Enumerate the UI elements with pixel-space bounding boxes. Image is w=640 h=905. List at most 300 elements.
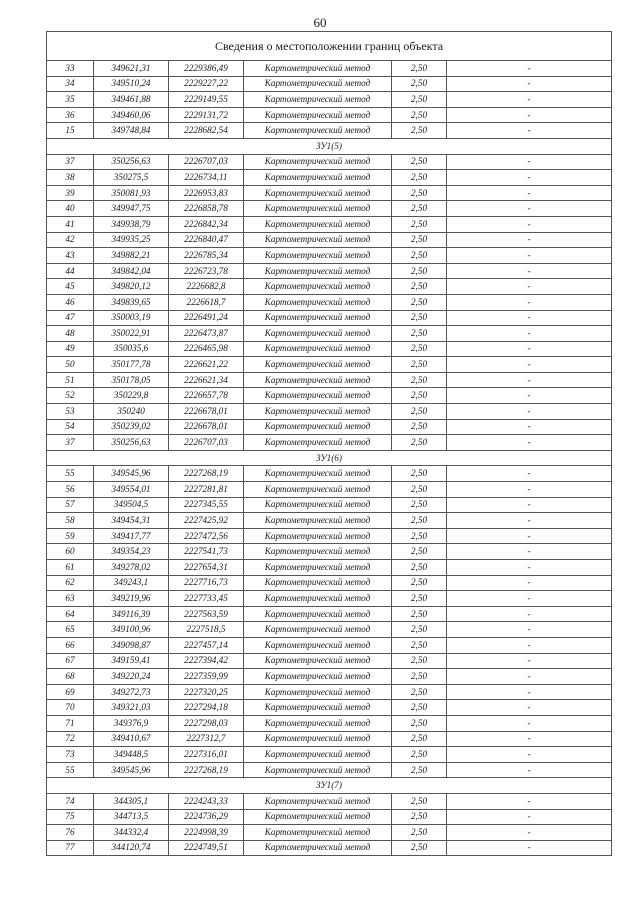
table-row bbox=[47, 793, 612, 809]
point-number-cell: 51 bbox=[47, 372, 94, 388]
method-cell: Картометрический метод bbox=[244, 482, 392, 498]
description-cell: - bbox=[447, 825, 612, 841]
method-cell: Картометрический метод bbox=[244, 357, 392, 373]
description-cell: - bbox=[447, 575, 612, 591]
page-number: 60 bbox=[313, 15, 327, 30]
coord-y-cell: 2226678,01 bbox=[169, 404, 244, 420]
coord-y-cell: 2226618,7 bbox=[169, 294, 244, 310]
accuracy-cell: 2,50 bbox=[392, 825, 447, 841]
table-row bbox=[47, 528, 612, 544]
point-number-cell: 47 bbox=[47, 310, 94, 326]
method-cell: Картометрический метод bbox=[244, 466, 392, 482]
description-cell: - bbox=[447, 357, 612, 373]
table-row bbox=[47, 326, 612, 342]
coord-x-cell: 349100,96 bbox=[94, 622, 169, 638]
method-cell: Картометрический метод bbox=[244, 653, 392, 669]
accuracy-cell: 2,50 bbox=[392, 232, 447, 248]
table-row bbox=[47, 591, 612, 607]
method-cell: Картометрический метод bbox=[244, 793, 392, 809]
accuracy-cell: 2,50 bbox=[392, 123, 447, 139]
coord-y-cell: 2229131,72 bbox=[169, 107, 244, 123]
accuracy-cell: 2,50 bbox=[392, 637, 447, 653]
method-cell: Картометрический метод bbox=[244, 715, 392, 731]
description-cell: - bbox=[447, 731, 612, 747]
table-row bbox=[47, 560, 612, 576]
method-cell: Картометрический метод bbox=[244, 762, 392, 778]
description-cell: - bbox=[447, 216, 612, 232]
accuracy-cell: 2,50 bbox=[392, 653, 447, 669]
point-number-cell: 76 bbox=[47, 825, 94, 841]
coord-y-cell: 2227457,14 bbox=[169, 637, 244, 653]
accuracy-cell: 2,50 bbox=[392, 170, 447, 186]
method-cell: Картометрический метод bbox=[244, 388, 392, 404]
coord-x-cell: 350239,02 bbox=[94, 419, 169, 435]
method-cell: Картометрический метод bbox=[244, 61, 392, 77]
coord-x-cell: 349748,84 bbox=[94, 123, 169, 139]
point-number-cell: 61 bbox=[47, 560, 94, 576]
table-row bbox=[47, 341, 612, 357]
accuracy-cell: 2,50 bbox=[392, 279, 447, 295]
coord-y-cell: 2227654,31 bbox=[169, 560, 244, 576]
description-cell: - bbox=[447, 232, 612, 248]
accuracy-cell: 2,50 bbox=[392, 544, 447, 560]
method-cell: Картометрический метод bbox=[244, 825, 392, 841]
method-cell: Картометрический метод bbox=[244, 669, 392, 685]
point-number-cell: 69 bbox=[47, 684, 94, 700]
coord-x-cell: 349321,03 bbox=[94, 700, 169, 716]
description-cell: - bbox=[447, 341, 612, 357]
coord-y-cell: 2227733,45 bbox=[169, 591, 244, 607]
coord-y-cell: 2227320,25 bbox=[169, 684, 244, 700]
table-row bbox=[47, 684, 612, 700]
description-cell: - bbox=[447, 528, 612, 544]
description-cell: - bbox=[447, 637, 612, 653]
coord-y-cell: 2227394,42 bbox=[169, 653, 244, 669]
coord-x-cell: 349504,5 bbox=[94, 497, 169, 513]
description-cell: - bbox=[447, 76, 612, 92]
table-caption: Сведения о местоположении границ объекта bbox=[47, 32, 612, 61]
coord-x-cell: 349554,01 bbox=[94, 482, 169, 498]
method-cell: Картометрический метод bbox=[244, 232, 392, 248]
accuracy-cell: 2,50 bbox=[392, 684, 447, 700]
point-number-cell: 37 bbox=[47, 154, 94, 170]
description-cell: - bbox=[447, 123, 612, 139]
coord-y-cell: 2224243,33 bbox=[169, 793, 244, 809]
accuracy-cell: 2,50 bbox=[392, 809, 447, 825]
point-number-cell: 40 bbox=[47, 201, 94, 217]
method-cell: Картометрический метод bbox=[244, 591, 392, 607]
table-row bbox=[47, 762, 612, 778]
point-number-cell: 37 bbox=[47, 435, 94, 451]
coord-y-cell: 2227298,03 bbox=[169, 715, 244, 731]
table-row bbox=[47, 404, 612, 420]
description-cell: - bbox=[447, 482, 612, 498]
coord-x-cell: 349882,21 bbox=[94, 248, 169, 264]
method-cell: Картометрический метод bbox=[244, 185, 392, 201]
accuracy-cell: 2,50 bbox=[392, 372, 447, 388]
point-number-cell: 53 bbox=[47, 404, 94, 420]
table-row bbox=[47, 700, 612, 716]
table-row bbox=[47, 669, 612, 685]
point-number-cell: 45 bbox=[47, 279, 94, 295]
table-row bbox=[47, 840, 612, 856]
coord-x-cell: 349448,5 bbox=[94, 747, 169, 763]
coord-y-cell: 2227563,59 bbox=[169, 606, 244, 622]
point-number-cell: 63 bbox=[47, 591, 94, 607]
method-cell: Картометрический метод bbox=[244, 404, 392, 420]
table-row bbox=[47, 497, 612, 513]
point-number-cell: 39 bbox=[47, 185, 94, 201]
method-cell: Картометрический метод bbox=[244, 76, 392, 92]
method-cell: Картометрический метод bbox=[244, 92, 392, 108]
coord-y-cell: 2226858,78 bbox=[169, 201, 244, 217]
coord-x-cell: 349621,31 bbox=[94, 61, 169, 77]
coord-x-cell: 349842,04 bbox=[94, 263, 169, 279]
table-row bbox=[47, 715, 612, 731]
table-row bbox=[47, 310, 612, 326]
table-row bbox=[47, 747, 612, 763]
description-cell: - bbox=[447, 622, 612, 638]
accuracy-cell: 2,50 bbox=[392, 248, 447, 264]
method-cell: Картометрический метод bbox=[244, 435, 392, 451]
table-row bbox=[47, 279, 612, 295]
table-row bbox=[47, 653, 612, 669]
description-cell: - bbox=[447, 61, 612, 77]
accuracy-cell: 2,50 bbox=[392, 435, 447, 451]
point-number-cell: 62 bbox=[47, 575, 94, 591]
accuracy-cell: 2,50 bbox=[392, 762, 447, 778]
method-cell: Картометрический метод bbox=[244, 497, 392, 513]
method-cell: Картометрический метод bbox=[244, 544, 392, 560]
point-number-cell: 35 bbox=[47, 92, 94, 108]
point-number-cell: 71 bbox=[47, 715, 94, 731]
method-cell: Картометрический метод bbox=[244, 170, 392, 186]
accuracy-cell: 2,50 bbox=[392, 793, 447, 809]
description-cell: - bbox=[447, 294, 612, 310]
coord-x-cell: 344332,4 bbox=[94, 825, 169, 841]
table-row bbox=[47, 513, 612, 529]
method-cell: Картометрический метод bbox=[244, 216, 392, 232]
coord-y-cell: 2226707,03 bbox=[169, 154, 244, 170]
method-cell: Картометрический метод bbox=[244, 809, 392, 825]
accuracy-cell: 2,50 bbox=[392, 310, 447, 326]
coord-y-cell: 2227316,01 bbox=[169, 747, 244, 763]
method-cell: Картометрический метод bbox=[244, 248, 392, 264]
point-number-cell: 55 bbox=[47, 466, 94, 482]
coord-y-cell: 2226723,78 bbox=[169, 263, 244, 279]
table-row bbox=[47, 544, 612, 560]
description-cell: - bbox=[447, 279, 612, 295]
table-row bbox=[47, 435, 612, 451]
description-cell: - bbox=[447, 715, 612, 731]
coord-y-cell: 2227472,56 bbox=[169, 528, 244, 544]
description-cell: - bbox=[447, 793, 612, 809]
coord-x-cell: 350256,63 bbox=[94, 435, 169, 451]
table-row bbox=[47, 419, 612, 435]
point-number-cell: 68 bbox=[47, 669, 94, 685]
coord-x-cell: 349220,24 bbox=[94, 669, 169, 685]
description-cell: - bbox=[447, 107, 612, 123]
coord-x-cell: 349545,96 bbox=[94, 762, 169, 778]
coord-x-cell: 349272,73 bbox=[94, 684, 169, 700]
method-cell: Картометрический метод bbox=[244, 123, 392, 139]
coord-y-cell: 2227294,18 bbox=[169, 700, 244, 716]
coord-x-cell: 349510,24 bbox=[94, 76, 169, 92]
coord-y-cell: 2229149,55 bbox=[169, 92, 244, 108]
table-row bbox=[47, 185, 612, 201]
point-number-cell: 59 bbox=[47, 528, 94, 544]
method-cell: Картометрический метод bbox=[244, 622, 392, 638]
table-row bbox=[47, 357, 612, 373]
description-cell: - bbox=[447, 326, 612, 342]
accuracy-cell: 2,50 bbox=[392, 107, 447, 123]
coord-x-cell: 349376,9 bbox=[94, 715, 169, 731]
method-cell: Картометрический метод bbox=[244, 513, 392, 529]
method-cell: Картометрический метод bbox=[244, 263, 392, 279]
method-cell: Картометрический метод bbox=[244, 528, 392, 544]
coord-y-cell: 2226785,34 bbox=[169, 248, 244, 264]
coord-y-cell: 2226682,8 bbox=[169, 279, 244, 295]
coord-y-cell: 2224736,29 bbox=[169, 809, 244, 825]
coord-x-cell: 349947,75 bbox=[94, 201, 169, 217]
point-number-cell: 75 bbox=[47, 809, 94, 825]
coord-y-cell: 2227312,7 bbox=[169, 731, 244, 747]
accuracy-cell: 2,50 bbox=[392, 341, 447, 357]
coord-y-cell: 2228682,54 bbox=[169, 123, 244, 139]
description-cell: - bbox=[447, 762, 612, 778]
method-cell: Картометрический метод bbox=[244, 575, 392, 591]
coord-y-cell: 2226842,34 bbox=[169, 216, 244, 232]
description-cell: - bbox=[447, 388, 612, 404]
point-number-cell: 49 bbox=[47, 341, 94, 357]
coord-x-cell: 350240 bbox=[94, 404, 169, 420]
point-number-cell: 66 bbox=[47, 637, 94, 653]
point-number-cell: 52 bbox=[47, 388, 94, 404]
coord-x-cell: 349938,79 bbox=[94, 216, 169, 232]
table-row bbox=[47, 154, 612, 170]
method-cell: Картометрический метод bbox=[244, 201, 392, 217]
coord-x-cell: 349454,31 bbox=[94, 513, 169, 529]
coord-x-cell: 349417,77 bbox=[94, 528, 169, 544]
table-row bbox=[47, 201, 612, 217]
method-cell: Картометрический метод bbox=[244, 684, 392, 700]
coord-y-cell: 2226840,47 bbox=[169, 232, 244, 248]
method-cell: Картометрический метод bbox=[244, 107, 392, 123]
description-cell: - bbox=[447, 669, 612, 685]
method-cell: Картометрический метод bbox=[244, 326, 392, 342]
table-caption-row bbox=[47, 32, 612, 61]
description-cell: - bbox=[447, 840, 612, 856]
accuracy-cell: 2,50 bbox=[392, 404, 447, 420]
coord-x-cell: 350178,05 bbox=[94, 372, 169, 388]
accuracy-cell: 2,50 bbox=[392, 513, 447, 529]
coord-x-cell: 350022,91 bbox=[94, 326, 169, 342]
point-number-cell: 34 bbox=[47, 76, 94, 92]
description-cell: - bbox=[447, 248, 612, 264]
point-number-cell: 58 bbox=[47, 513, 94, 529]
coord-y-cell: 2229386,49 bbox=[169, 61, 244, 77]
description-cell: - bbox=[447, 653, 612, 669]
point-number-cell: 64 bbox=[47, 606, 94, 622]
point-number-cell: 15 bbox=[47, 123, 94, 139]
point-number-cell: 73 bbox=[47, 747, 94, 763]
accuracy-cell: 2,50 bbox=[392, 61, 447, 77]
accuracy-cell: 2,50 bbox=[392, 622, 447, 638]
coord-x-cell: 350003,19 bbox=[94, 310, 169, 326]
coord-y-cell: 2226734,11 bbox=[169, 170, 244, 186]
point-number-cell: 33 bbox=[47, 61, 94, 77]
accuracy-cell: 2,50 bbox=[392, 731, 447, 747]
table-row bbox=[47, 294, 612, 310]
description-cell: - bbox=[447, 310, 612, 326]
accuracy-cell: 2,50 bbox=[392, 419, 447, 435]
accuracy-cell: 2,50 bbox=[392, 466, 447, 482]
coord-y-cell: 2226491,24 bbox=[169, 310, 244, 326]
method-cell: Картометрический метод bbox=[244, 731, 392, 747]
method-cell: Картометрический метод bbox=[244, 279, 392, 295]
coord-y-cell: 2227359,99 bbox=[169, 669, 244, 685]
description-cell: - bbox=[447, 466, 612, 482]
description-cell: - bbox=[447, 170, 612, 186]
table-row bbox=[47, 123, 612, 139]
coord-x-cell: 349354,23 bbox=[94, 544, 169, 560]
table-row bbox=[47, 248, 612, 264]
coord-y-cell: 2227345,55 bbox=[169, 497, 244, 513]
point-number-cell: 48 bbox=[47, 326, 94, 342]
method-cell: Картометрический метод bbox=[244, 372, 392, 388]
table-row bbox=[47, 92, 612, 108]
coord-x-cell: 350275,5 bbox=[94, 170, 169, 186]
coord-y-cell: 2227518,5 bbox=[169, 622, 244, 638]
point-number-cell: 50 bbox=[47, 357, 94, 373]
coord-y-cell: 2227541,73 bbox=[169, 544, 244, 560]
coord-x-cell: 350177,78 bbox=[94, 357, 169, 373]
coord-y-cell: 2224998,39 bbox=[169, 825, 244, 841]
point-number-cell: 77 bbox=[47, 840, 94, 856]
coord-y-cell: 2226953,83 bbox=[169, 185, 244, 201]
point-number-cell: 41 bbox=[47, 216, 94, 232]
coord-x-cell: 344120,74 bbox=[94, 840, 169, 856]
accuracy-cell: 2,50 bbox=[392, 482, 447, 498]
accuracy-cell: 2,50 bbox=[392, 388, 447, 404]
point-number-cell: 55 bbox=[47, 762, 94, 778]
accuracy-cell: 2,50 bbox=[392, 700, 447, 716]
coord-x-cell: 349243,1 bbox=[94, 575, 169, 591]
table-row bbox=[47, 466, 612, 482]
point-number-cell: 36 bbox=[47, 107, 94, 123]
table-row bbox=[47, 372, 612, 388]
coord-x-cell: 349159,41 bbox=[94, 653, 169, 669]
accuracy-cell: 2,50 bbox=[392, 528, 447, 544]
method-cell: Картометрический метод bbox=[244, 419, 392, 435]
coord-y-cell: 2226678,01 bbox=[169, 419, 244, 435]
description-cell: - bbox=[447, 201, 612, 217]
point-number-cell: 42 bbox=[47, 232, 94, 248]
description-cell: - bbox=[447, 154, 612, 170]
section-row bbox=[47, 450, 612, 466]
point-number-cell: 56 bbox=[47, 482, 94, 498]
point-number-cell: 46 bbox=[47, 294, 94, 310]
coord-y-cell: 2224749,51 bbox=[169, 840, 244, 856]
accuracy-cell: 2,50 bbox=[392, 185, 447, 201]
accuracy-cell: 2,50 bbox=[392, 326, 447, 342]
method-cell: Картометрический метод bbox=[244, 560, 392, 576]
coord-y-cell: 2226473,87 bbox=[169, 326, 244, 342]
section-row bbox=[47, 778, 612, 794]
coord-y-cell: 2226465,98 bbox=[169, 341, 244, 357]
point-number-cell: 60 bbox=[47, 544, 94, 560]
method-cell: Картометрический метод bbox=[244, 840, 392, 856]
accuracy-cell: 2,50 bbox=[392, 263, 447, 279]
description-cell: - bbox=[447, 404, 612, 420]
description-cell: - bbox=[447, 185, 612, 201]
accuracy-cell: 2,50 bbox=[392, 575, 447, 591]
coord-x-cell: 349278,02 bbox=[94, 560, 169, 576]
boundary-coordinates-table bbox=[46, 31, 612, 856]
coord-x-cell: 349410,67 bbox=[94, 731, 169, 747]
point-number-cell: 54 bbox=[47, 419, 94, 435]
accuracy-cell: 2,50 bbox=[392, 92, 447, 108]
description-cell: - bbox=[447, 92, 612, 108]
accuracy-cell: 2,50 bbox=[392, 840, 447, 856]
table-row bbox=[47, 107, 612, 123]
coord-x-cell: 350229,8 bbox=[94, 388, 169, 404]
description-cell: - bbox=[447, 497, 612, 513]
accuracy-cell: 2,50 bbox=[392, 497, 447, 513]
description-cell: - bbox=[447, 809, 612, 825]
coord-x-cell: 350256,63 bbox=[94, 154, 169, 170]
accuracy-cell: 2,50 bbox=[392, 606, 447, 622]
method-cell: Картометрический метод bbox=[244, 154, 392, 170]
accuracy-cell: 2,50 bbox=[392, 747, 447, 763]
point-number-cell: 67 bbox=[47, 653, 94, 669]
table-row bbox=[47, 825, 612, 841]
description-cell: - bbox=[447, 606, 612, 622]
coord-x-cell: 350035,6 bbox=[94, 341, 169, 357]
point-number-cell: 57 bbox=[47, 497, 94, 513]
coord-y-cell: 2227425,92 bbox=[169, 513, 244, 529]
description-cell: - bbox=[447, 513, 612, 529]
coord-y-cell: 2227268,19 bbox=[169, 466, 244, 482]
method-cell: Картометрический метод bbox=[244, 700, 392, 716]
accuracy-cell: 2,50 bbox=[392, 154, 447, 170]
coord-x-cell: 344305,1 bbox=[94, 793, 169, 809]
description-cell: - bbox=[447, 684, 612, 700]
point-number-cell: 65 bbox=[47, 622, 94, 638]
point-number-cell: 72 bbox=[47, 731, 94, 747]
description-cell: - bbox=[447, 700, 612, 716]
description-cell: - bbox=[447, 263, 612, 279]
coord-y-cell: 2226657,78 bbox=[169, 388, 244, 404]
point-number-cell: 70 bbox=[47, 700, 94, 716]
coord-x-cell: 349461,88 bbox=[94, 92, 169, 108]
accuracy-cell: 2,50 bbox=[392, 201, 447, 217]
section-title: ЗУ1(7) bbox=[47, 778, 612, 794]
accuracy-cell: 2,50 bbox=[392, 216, 447, 232]
coord-x-cell: 344713,5 bbox=[94, 809, 169, 825]
table-row bbox=[47, 170, 612, 186]
table-row bbox=[47, 606, 612, 622]
coord-x-cell: 349839,65 bbox=[94, 294, 169, 310]
accuracy-cell: 2,50 bbox=[392, 294, 447, 310]
table-row bbox=[47, 76, 612, 92]
table-row bbox=[47, 731, 612, 747]
table-row bbox=[47, 622, 612, 638]
table-row bbox=[47, 809, 612, 825]
table-row bbox=[47, 388, 612, 404]
coord-y-cell: 2227268,19 bbox=[169, 762, 244, 778]
description-cell: - bbox=[447, 747, 612, 763]
